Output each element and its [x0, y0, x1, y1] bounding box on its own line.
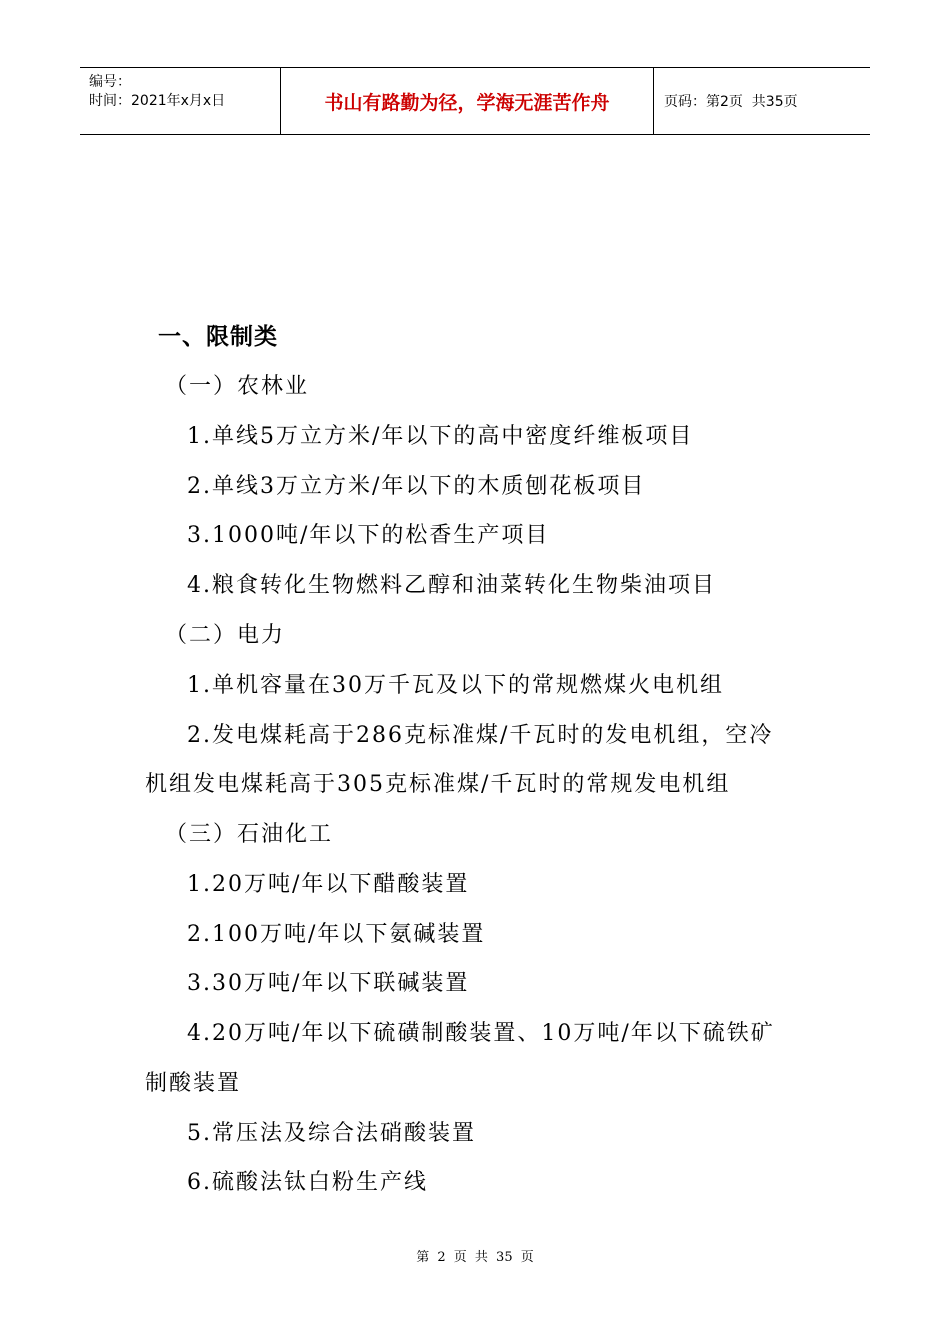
motto-text: 书山有路勤为径，学海无涯苦作舟 — [324, 91, 610, 114]
document-number-label: 编号： — [89, 74, 131, 90]
subsection-heading: （二）电力 — [165, 623, 286, 648]
subsection-heading: （三）石油化工 — [165, 822, 334, 847]
header-page-cell — [654, 68, 870, 134]
document-time-label: 时间：2021年x月x日 — [89, 93, 226, 109]
list-item-continuation: 制酸装置 — [145, 1071, 242, 1096]
list-item: 1.20万吨/年以下醋酸装置 — [187, 872, 470, 897]
header-motto-cell — [281, 68, 654, 134]
list-item-continuation: 机组发电煤耗高于305克标准煤/千瓦时的常规发电机组 — [145, 772, 731, 797]
list-item: 2.单线3万立方米/年以下的木质刨花板项目 — [187, 474, 646, 499]
list-item: 1.单机容量在30万千瓦及以下的常规燃煤火电机组 — [187, 673, 724, 698]
header-table — [80, 67, 870, 135]
list-item: 2.发电煤耗高于286克标准煤/千瓦时的发电机组，空冷 — [187, 723, 774, 748]
list-item: 3.30万吨/年以下联碱装置 — [187, 971, 470, 996]
page-info-text: 页码：第2页 共35页 — [664, 94, 798, 110]
list-item: 4.粮食转化生物燃料乙醇和油菜转化生物柴油项目 — [187, 573, 716, 598]
list-item: 3.1000吨/年以下的松香生产项目 — [187, 523, 550, 548]
section-title: 一、限制类 — [158, 324, 278, 350]
subsection-heading: （一）农林业 — [165, 374, 310, 399]
list-item: 4.20万吨/年以下硫磺制酸装置、10万吨/年以下硫铁矿 — [187, 1021, 775, 1046]
header-meta-cell — [80, 68, 281, 134]
list-item: 2.100万吨/年以下氨碱装置 — [187, 922, 486, 947]
list-item: 6.硫酸法钛白粉生产线 — [187, 1170, 428, 1195]
list-item: 5.常压法及综合法硝酸装置 — [187, 1121, 476, 1146]
page-footer: 第 2 页 共 35 页 — [416, 1250, 534, 1265]
list-item: 1.单线5万立方米/年以下的高中密度纤维板项目 — [187, 424, 694, 449]
